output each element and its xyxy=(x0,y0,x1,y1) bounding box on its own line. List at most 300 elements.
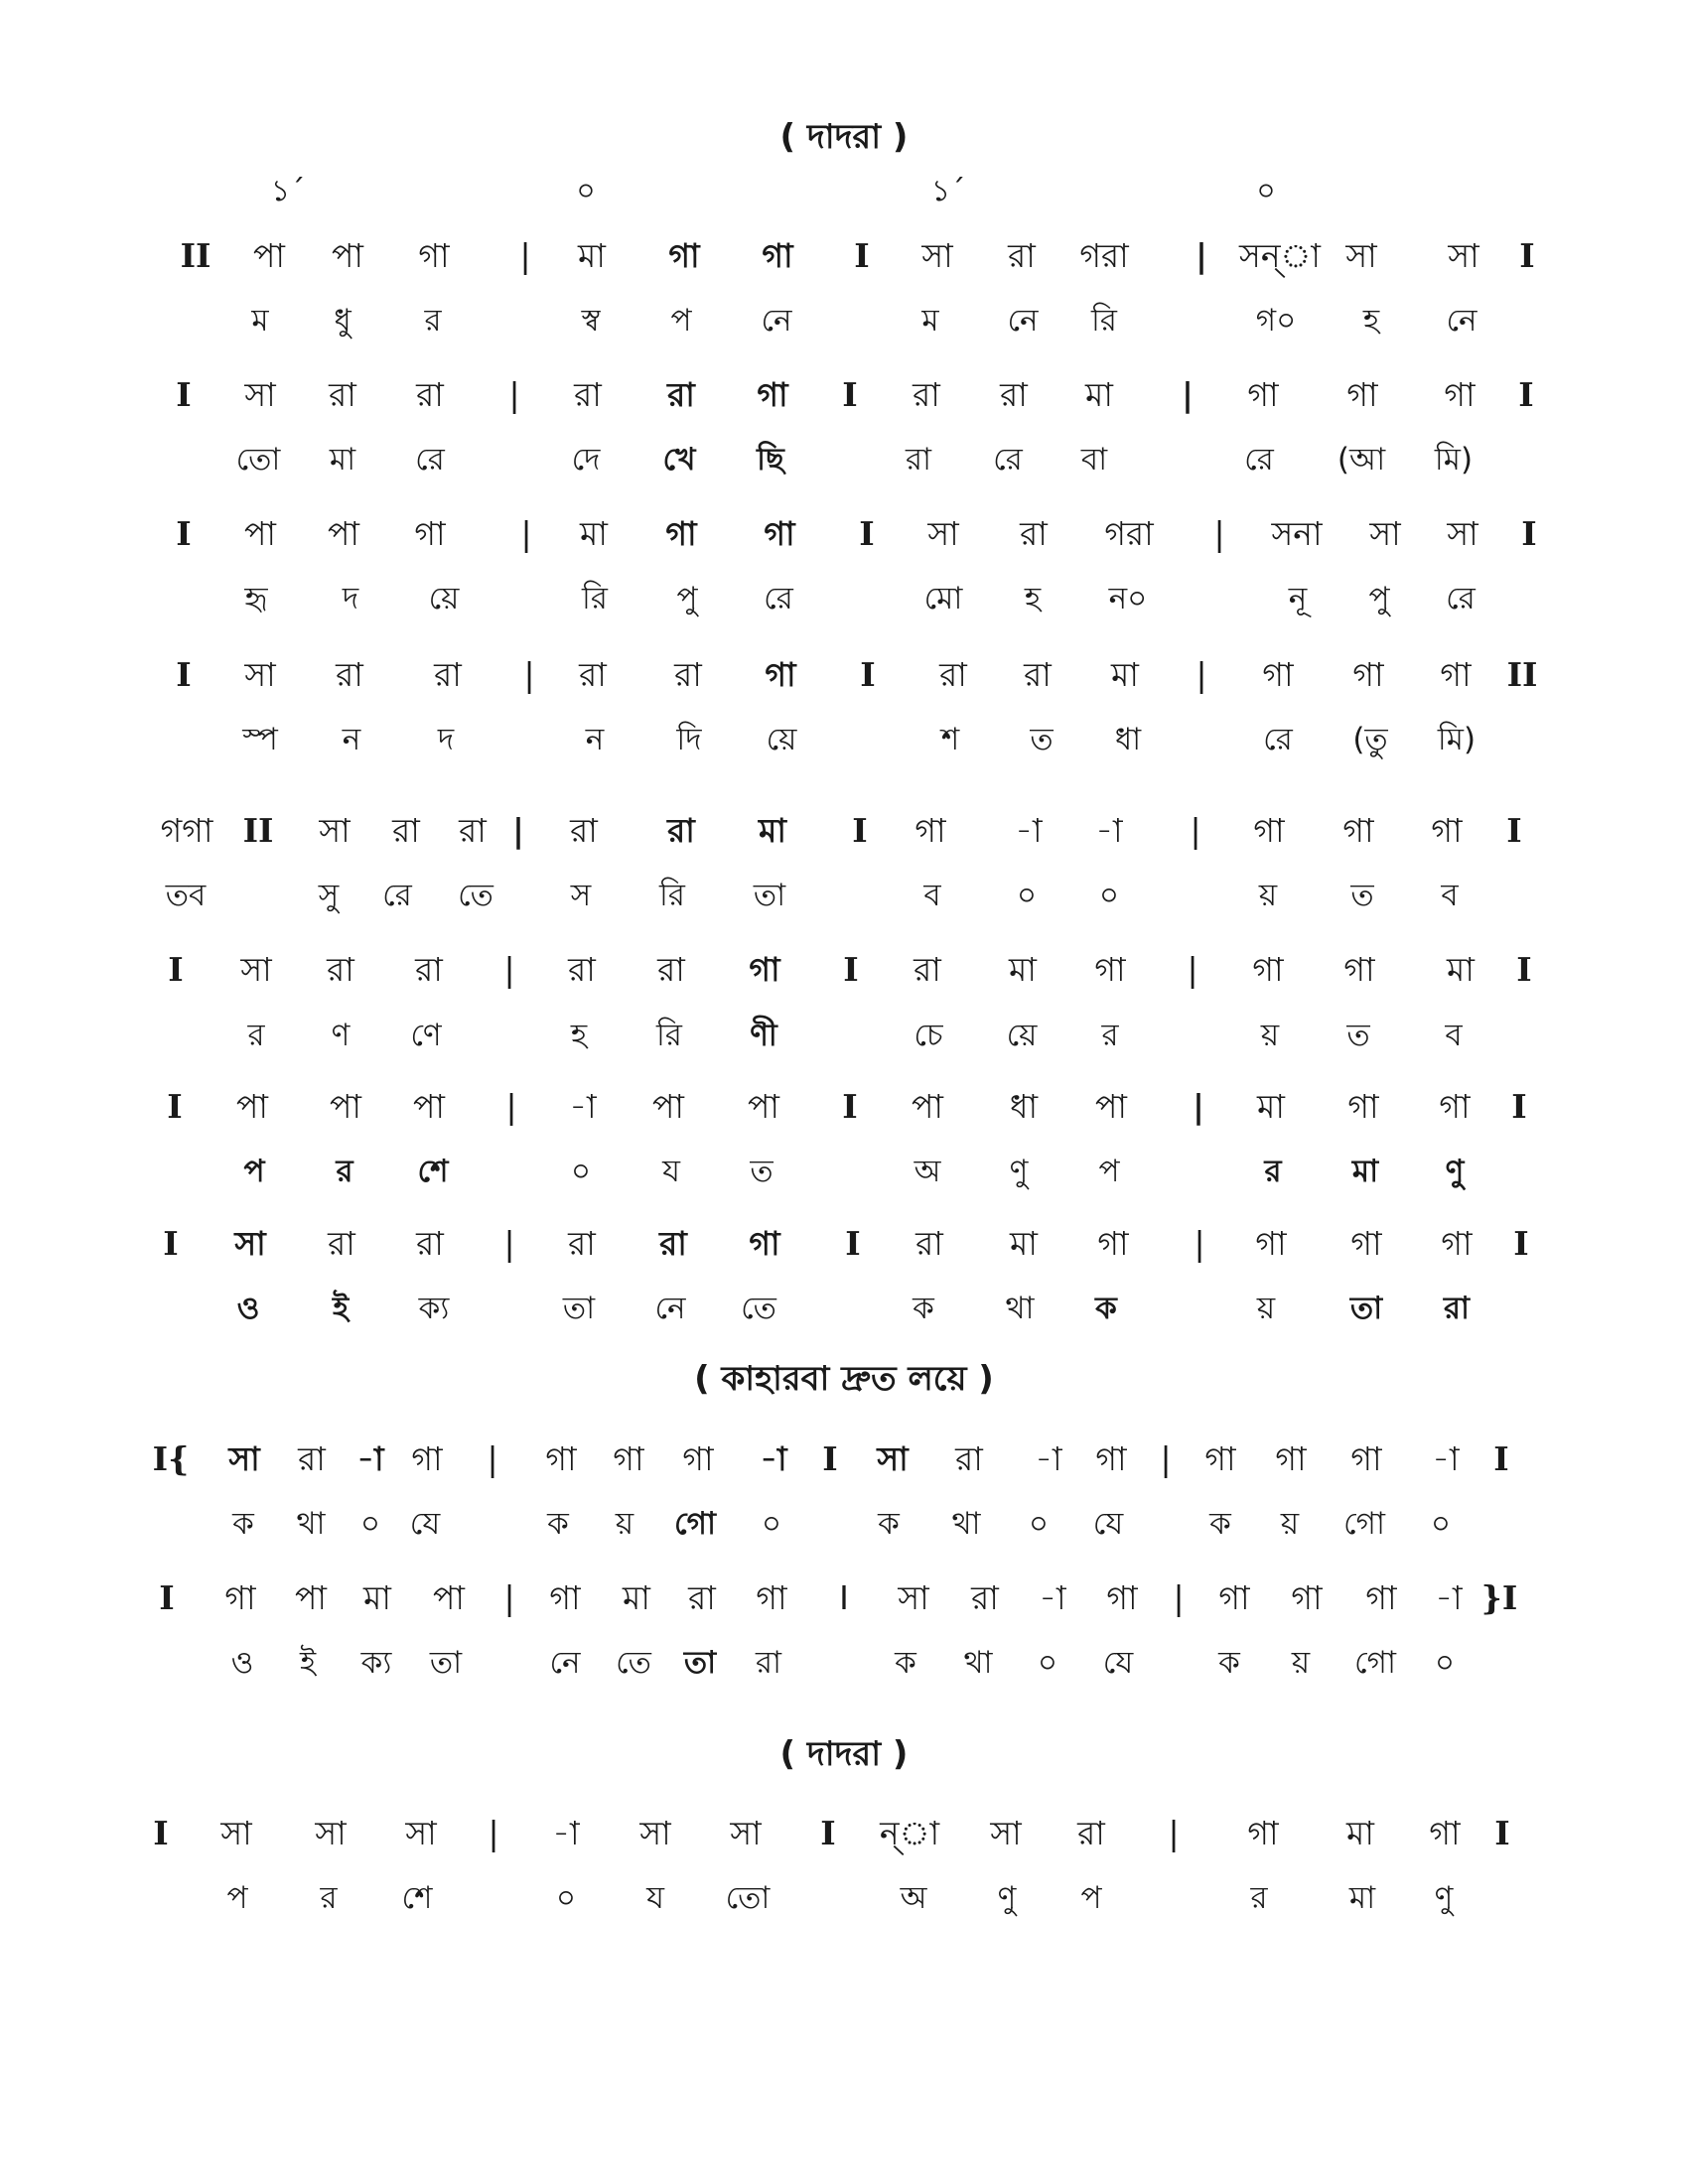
bar-mark: | xyxy=(503,950,515,989)
lyric-syllable: য xyxy=(662,1154,680,1189)
lyric-syllable: গ০ xyxy=(1255,303,1297,339)
note: -া xyxy=(1035,1439,1062,1478)
lyric-syllable: রে xyxy=(415,442,445,478)
lyric-syllable: ও xyxy=(236,1291,260,1326)
lyric-syllable: ক্য xyxy=(418,1291,450,1326)
lyric-syllable: যে xyxy=(409,1506,441,1542)
bar-mark: I xyxy=(163,1224,179,1263)
lyric-syllable: ০ xyxy=(1434,1645,1456,1681)
note: পা xyxy=(748,1087,779,1126)
note: গা xyxy=(749,1224,780,1263)
note: ধা xyxy=(1009,1087,1039,1126)
note: গা xyxy=(1352,655,1384,694)
note: রা xyxy=(392,811,420,850)
lyric-syllable: রা xyxy=(905,442,932,478)
bar-mark: I xyxy=(1521,514,1537,553)
lyric-syllable: রি xyxy=(1091,303,1117,339)
note: রা xyxy=(568,1224,596,1263)
lyric-syllable: তা xyxy=(753,878,786,913)
bar-mark: I xyxy=(168,950,184,989)
note: গরা xyxy=(1079,236,1129,275)
note: মা xyxy=(759,811,786,850)
note: গা xyxy=(764,514,795,553)
note: মা xyxy=(363,1578,391,1617)
lyric-syllable: তে xyxy=(741,1291,776,1326)
lyric-syllable: য xyxy=(646,1880,664,1916)
bar-mark: I xyxy=(1519,236,1535,275)
lyric-syllable: থা xyxy=(951,1506,981,1542)
lyric-syllable: ক্য xyxy=(360,1645,392,1681)
note: গা xyxy=(1247,375,1279,414)
lyric-syllable: য়ে xyxy=(766,722,797,757)
note: সা xyxy=(730,1814,762,1852)
note: পা xyxy=(1095,1087,1127,1126)
bar-mark: I xyxy=(159,1578,175,1617)
lyric-syllable: ০ xyxy=(1028,1506,1050,1542)
lyric-syllable: ন০ xyxy=(1108,581,1148,616)
note: গা xyxy=(1440,655,1472,694)
lyric-syllable: ম xyxy=(921,303,939,339)
lyric-syllable: য় xyxy=(1280,1506,1300,1542)
note: রা xyxy=(570,811,598,850)
taal-marker: ০ xyxy=(1256,174,1276,208)
note: -া xyxy=(1435,1578,1463,1617)
lyric-syllable: ০ xyxy=(555,1880,577,1916)
lyric-syllable: নে xyxy=(1007,303,1039,339)
lyric-syllable: পু xyxy=(676,581,698,616)
lyric-syllable: ও xyxy=(230,1645,254,1681)
note: সনা xyxy=(1271,514,1323,553)
lyric-syllable: য় xyxy=(1291,1645,1311,1681)
note: পা xyxy=(295,1578,327,1617)
note: গা xyxy=(1252,950,1284,989)
bar-mark: | xyxy=(1160,1439,1172,1478)
note: রা xyxy=(667,375,695,414)
bar-mark: | xyxy=(1195,236,1208,275)
taal-marker: ১´ xyxy=(930,174,966,208)
note: -া xyxy=(1432,1439,1460,1478)
lyric-syllable: তো xyxy=(235,442,281,478)
note: গা xyxy=(1097,1224,1129,1263)
lyrics-row xyxy=(0,1873,1688,1923)
note: সা xyxy=(1369,514,1401,553)
notation-row xyxy=(0,231,1688,281)
lyric-syllable: মি) xyxy=(1437,722,1477,757)
note: গা xyxy=(1218,1578,1250,1617)
lyric-syllable: চে xyxy=(914,1018,943,1053)
note: গা xyxy=(757,375,788,414)
lyric-syllable: তা xyxy=(429,1645,463,1681)
lyric-syllable: পু xyxy=(1368,581,1390,616)
note: গা xyxy=(1429,1814,1461,1852)
note: মা xyxy=(1257,1087,1285,1126)
lyric-syllable: যে xyxy=(1092,1506,1124,1542)
note: রা xyxy=(913,375,940,414)
lyric-syllable: শ xyxy=(940,722,960,757)
note: রা xyxy=(1020,514,1048,553)
lyric-syllable: দে xyxy=(571,442,601,478)
notation-row xyxy=(0,650,1688,700)
lyrics-row xyxy=(0,715,1688,764)
lyric-syllable: রি xyxy=(659,878,685,913)
lyric-syllable: নূ xyxy=(1288,581,1308,616)
lyric-syllable: নে xyxy=(761,303,792,339)
lyric-syllable: রে xyxy=(1244,442,1274,478)
bar-mark: | xyxy=(1168,1814,1180,1852)
lyric-syllable: র xyxy=(1101,1018,1119,1053)
note: মা xyxy=(578,236,606,275)
taal-marker: ০ xyxy=(576,174,596,208)
note: পা xyxy=(330,1087,361,1126)
note: সা xyxy=(921,236,953,275)
bar-mark: I xyxy=(176,375,192,414)
bar-mark: I xyxy=(859,514,875,553)
lyric-syllable: থা xyxy=(296,1506,326,1542)
note: পা xyxy=(253,236,285,275)
note: রা xyxy=(434,655,462,694)
bar-mark: | xyxy=(1187,950,1198,989)
lyric-syllable: ত xyxy=(1030,722,1054,757)
note: গা xyxy=(1275,1439,1307,1478)
bar-mark: I xyxy=(842,1087,858,1126)
note: পা xyxy=(912,1087,943,1126)
note: সা xyxy=(234,1224,266,1263)
lyric-syllable: তা xyxy=(562,1291,596,1326)
note: রা xyxy=(329,375,356,414)
note: রা xyxy=(459,811,487,850)
lyric-syllable: ব xyxy=(1445,1018,1463,1053)
bar-mark: | xyxy=(1194,1224,1205,1263)
lyric-syllable: মি) xyxy=(1434,442,1474,478)
note: -া xyxy=(1015,811,1043,850)
note: গা xyxy=(414,514,446,553)
lyric-syllable: ন xyxy=(585,722,605,757)
lyric-syllable: ক xyxy=(913,1291,934,1326)
note: -া xyxy=(1095,811,1123,850)
lyric-syllable: প xyxy=(670,303,692,339)
lyric-syllable: তে xyxy=(616,1645,651,1681)
note: গা xyxy=(668,236,700,275)
lyric-syllable: ব xyxy=(923,878,941,913)
lyric-syllable: অ xyxy=(914,1154,941,1189)
note: পা xyxy=(433,1578,465,1617)
note: সা xyxy=(1448,236,1479,275)
note: গা xyxy=(1095,1439,1127,1478)
bar-mark: I xyxy=(1494,1814,1510,1852)
note: -া xyxy=(1039,1578,1066,1617)
lyric-syllable: নে xyxy=(654,1291,686,1326)
bar-mark: II xyxy=(1506,655,1538,694)
note: রা xyxy=(574,375,602,414)
note: গা xyxy=(1347,1087,1379,1126)
lyric-syllable: ণী xyxy=(750,1018,777,1053)
lyrics-row xyxy=(0,574,1688,623)
note: রা xyxy=(1024,655,1052,694)
note: রা xyxy=(955,1439,983,1478)
bar-mark: I xyxy=(1513,1224,1529,1263)
bar-mark: | xyxy=(523,655,535,694)
bar-mark: I xyxy=(842,375,858,414)
lyric-syllable: থা xyxy=(1005,1291,1035,1326)
note: সা xyxy=(228,1439,260,1478)
note: রা xyxy=(336,655,363,694)
notation-row xyxy=(0,1809,1688,1858)
note: রা xyxy=(657,950,685,989)
note: গা xyxy=(549,1578,581,1617)
lyric-syllable: ই xyxy=(332,1291,350,1326)
note: গা xyxy=(545,1439,577,1478)
note: রা xyxy=(416,1224,444,1263)
lyric-syllable: হৃ xyxy=(244,581,268,616)
note: রা xyxy=(688,1578,716,1617)
lyric-syllable: অ xyxy=(900,1880,927,1916)
note: রা xyxy=(328,1224,355,1263)
bar-mark: I xyxy=(1516,950,1532,989)
lyric-syllable: র xyxy=(1264,1154,1282,1189)
note: সা xyxy=(639,1814,671,1852)
lyric-syllable: ণ xyxy=(331,1018,351,1053)
lyric-syllable: তা xyxy=(1349,1291,1383,1326)
bar-mark: I xyxy=(852,811,868,850)
lyric-syllable: (আ xyxy=(1336,442,1386,478)
lyrics-row xyxy=(0,1284,1688,1333)
section-heading-kaharba: ( কাহারবা দ্রুত লয়ে ) xyxy=(694,1359,994,1399)
lyric-syllable: রি xyxy=(582,581,608,616)
lyric-syllable: সু xyxy=(318,878,340,913)
lyric-syllable: মো xyxy=(923,581,963,616)
lyric-syllable: র xyxy=(320,1880,338,1916)
lyric-syllable: ০ xyxy=(570,1154,592,1189)
lyric-syllable: রে xyxy=(993,442,1023,478)
lyric-syllable: র xyxy=(336,1154,353,1189)
bar-mark: I{ xyxy=(152,1439,190,1478)
lyric-syllable: তব xyxy=(165,878,207,913)
note: -া xyxy=(760,1439,787,1478)
note: পা xyxy=(413,1087,445,1126)
bar-mark: | xyxy=(511,811,525,850)
note: সা xyxy=(1447,514,1478,553)
bar-mark: I xyxy=(167,1087,183,1126)
lyric-syllable: ণু xyxy=(1445,1154,1465,1189)
lyric-syllable: রে xyxy=(764,581,793,616)
note: গা xyxy=(1439,1087,1471,1126)
note: গা xyxy=(224,1578,256,1617)
note: গা xyxy=(1262,655,1294,694)
note: ন্া xyxy=(879,1814,940,1852)
lyrics-row xyxy=(0,1011,1688,1060)
bar-mark: | xyxy=(1181,375,1195,414)
lyric-syllable: নে xyxy=(549,1645,581,1681)
note: সা xyxy=(319,811,351,850)
note: সন্া xyxy=(1239,236,1321,275)
note: রা xyxy=(914,950,941,989)
note: মা xyxy=(1085,375,1113,414)
lyric-syllable: ই xyxy=(299,1645,317,1681)
note: সা xyxy=(244,655,276,694)
notation-row xyxy=(0,945,1688,995)
lyric-syllable: ণে xyxy=(410,1018,442,1053)
lyric-syllable: হ xyxy=(1024,581,1042,616)
lyric-syllable: র xyxy=(1250,1880,1268,1916)
lyric-syllable: ণু xyxy=(997,1880,1017,1916)
lyric-syllable: ণু xyxy=(1009,1154,1029,1189)
notation-row xyxy=(0,1434,1688,1484)
bar-mark: | xyxy=(1190,811,1201,850)
note: পা xyxy=(244,514,276,553)
note: গা xyxy=(665,514,697,553)
lyric-syllable: দি xyxy=(676,722,702,757)
taal-marker-row xyxy=(0,167,1688,216)
lyric-syllable: র xyxy=(424,303,442,339)
bar-mark: | xyxy=(505,1087,517,1126)
lyric-syllable: হ xyxy=(1362,303,1380,339)
lyric-syllable: তে xyxy=(458,878,493,913)
lyric-syllable: ছি xyxy=(757,442,784,478)
lyric-syllable: য় xyxy=(1258,878,1278,913)
note: পা xyxy=(236,1087,268,1126)
lyric-syllable: র xyxy=(247,1018,265,1053)
note: রা xyxy=(327,950,354,989)
note: সা xyxy=(927,514,959,553)
lyric-syllable: ০ xyxy=(1037,1645,1058,1681)
note: মা xyxy=(1009,950,1037,989)
lyric-syllable: ক xyxy=(895,1645,916,1681)
note: গা xyxy=(1431,811,1463,850)
note: গা xyxy=(914,811,946,850)
note: সা xyxy=(244,375,276,414)
note: রা xyxy=(674,655,702,694)
note: রা xyxy=(298,1439,326,1478)
lyric-syllable: ক xyxy=(1218,1645,1240,1681)
lyric-syllable: ম xyxy=(251,303,269,339)
lyric-syllable: ০ xyxy=(1016,878,1038,913)
lyric-syllable: স xyxy=(570,878,592,913)
note: -া xyxy=(552,1814,580,1852)
lyric-syllable: য়ে xyxy=(1006,1018,1038,1053)
lyric-syllable: শে xyxy=(401,1880,433,1916)
lyric-syllable: প xyxy=(226,1880,248,1916)
note: গা xyxy=(1106,1578,1138,1617)
lyric-syllable: (তু xyxy=(1352,722,1388,757)
lyric-syllable: ক xyxy=(232,1506,254,1542)
lyric-syllable: গো xyxy=(1354,1645,1396,1681)
lyric-syllable: দ xyxy=(342,581,359,616)
lyric-syllable: বা xyxy=(1080,442,1108,478)
note: গা xyxy=(1444,375,1476,414)
lyric-syllable: ধা xyxy=(1114,722,1142,757)
note: গা xyxy=(1094,950,1126,989)
lyric-syllable: ব xyxy=(1441,878,1459,913)
note: গা xyxy=(1255,1224,1287,1263)
bar-mark: I xyxy=(843,950,859,989)
note: রা xyxy=(915,1224,943,1263)
lyric-syllable: ক xyxy=(1209,1506,1231,1542)
lyric-syllable: ত xyxy=(1346,1018,1370,1053)
lyric-syllable: যে xyxy=(1102,1645,1134,1681)
notation-row xyxy=(0,1082,1688,1132)
lyric-syllable: স্প xyxy=(242,722,278,757)
note: গা xyxy=(756,1578,787,1617)
bar-mark: | xyxy=(487,1439,498,1478)
note: রা xyxy=(415,950,443,989)
note: সা xyxy=(315,1814,347,1852)
note: গা xyxy=(1365,1578,1397,1617)
note: রা xyxy=(1077,1814,1105,1852)
bar-mark: | xyxy=(1213,514,1225,553)
lyric-syllable: রে xyxy=(1446,581,1476,616)
bar-mark: I xyxy=(1506,811,1522,850)
note: রা xyxy=(1000,375,1028,414)
lyric-syllable: য়ে xyxy=(428,581,460,616)
note: পা xyxy=(652,1087,684,1126)
note: মা xyxy=(1447,950,1475,989)
section-heading-dadra-1: ( দাদরা ) xyxy=(779,117,909,157)
note: সা xyxy=(990,1814,1022,1852)
note: রা xyxy=(1008,236,1036,275)
note: পা xyxy=(332,236,363,275)
note: রা xyxy=(971,1578,999,1617)
lyric-syllable: রা xyxy=(1443,1291,1471,1326)
lyrics-row xyxy=(0,1147,1688,1196)
bar-mark: II xyxy=(180,236,211,275)
lyric-syllable: রে xyxy=(382,878,412,913)
lyric-syllable: খে xyxy=(662,442,696,478)
lyric-syllable: ত xyxy=(1350,878,1374,913)
note: সা xyxy=(898,1578,929,1617)
lyric-syllable: প xyxy=(1080,1880,1102,1916)
lyrics-row xyxy=(0,435,1688,484)
lyrics-row xyxy=(0,1638,1688,1688)
note: সা xyxy=(220,1814,252,1852)
lyric-syllable: ক xyxy=(878,1506,900,1542)
lyric-syllable: তা xyxy=(683,1645,717,1681)
lyric-syllable: মা xyxy=(329,442,356,478)
note: গা xyxy=(1342,811,1374,850)
note: মা xyxy=(1346,1814,1374,1852)
note: পা xyxy=(328,514,359,553)
lyric-syllable: গো xyxy=(1343,1506,1385,1542)
lyrics-row xyxy=(0,296,1688,345)
notation-row xyxy=(0,806,1688,856)
bar-mark: }I xyxy=(1480,1578,1518,1617)
note: গা xyxy=(1253,811,1285,850)
lyric-syllable: ০ xyxy=(761,1506,782,1542)
lyric-syllable: শে xyxy=(417,1154,449,1189)
lyric-syllable: দ xyxy=(437,722,455,757)
bar-mark: | xyxy=(508,375,520,414)
note: সা xyxy=(240,950,272,989)
lyric-syllable: ধু xyxy=(334,303,352,339)
note: গা xyxy=(1343,950,1375,989)
note: সা xyxy=(1345,236,1377,275)
bar-mark: | xyxy=(520,514,532,553)
note: গা xyxy=(765,655,796,694)
lyric-syllable: প xyxy=(243,1154,265,1189)
note: মা xyxy=(1111,655,1139,694)
bar-mark: I xyxy=(1518,375,1534,414)
note: রা xyxy=(659,1224,687,1263)
bar-mark: I xyxy=(845,1224,861,1263)
note: রা xyxy=(568,950,596,989)
lyric-syllable: ণু xyxy=(1434,1880,1454,1916)
note: -া xyxy=(356,1439,384,1478)
note: গা xyxy=(418,236,450,275)
bar-mark: | xyxy=(503,1224,515,1263)
bar-mark: I xyxy=(153,1814,169,1852)
note: গা xyxy=(1204,1439,1236,1478)
bar-mark: | xyxy=(503,1578,515,1617)
lyrics-row xyxy=(0,1499,1688,1549)
